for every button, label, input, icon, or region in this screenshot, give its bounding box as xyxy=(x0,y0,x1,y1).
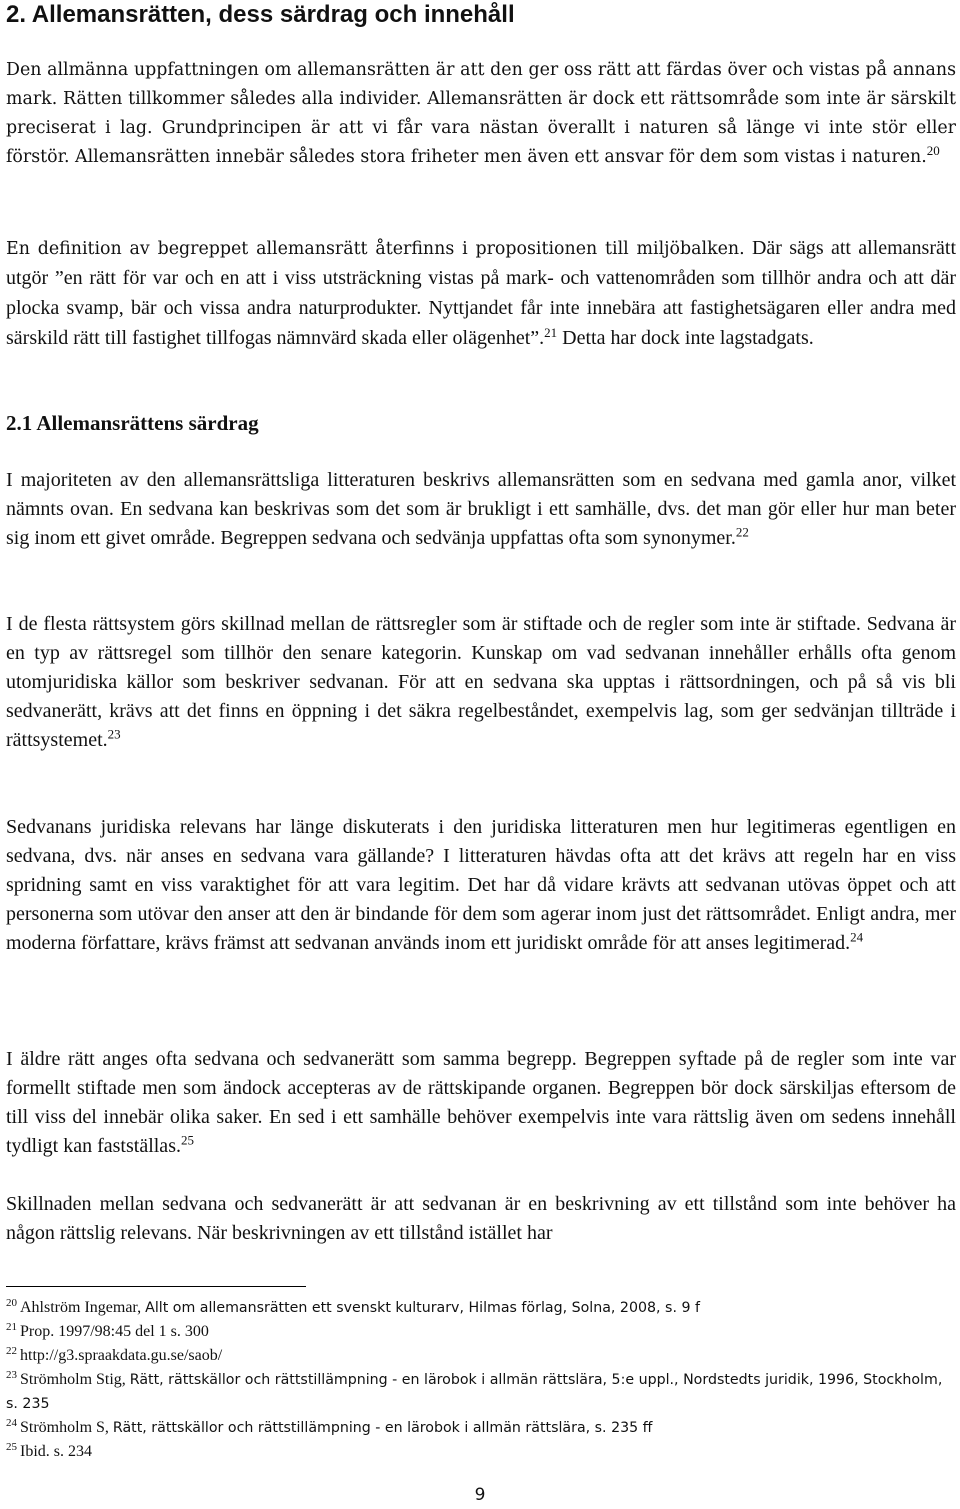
intro-paragraph xyxy=(6,56,956,172)
body-paragraph-text: Skillnaden mellan sedvana och sedvanerätt är att sedvanan är en beskrivning av ett tillstånd som inte behöver ha någon rättslig relevans. När beskrivningen av ett tillstånd istället har xyxy=(6,1193,956,1244)
footnote-author: Strömholm Stig, xyxy=(20,1371,130,1388)
footnote-divider xyxy=(6,1286,306,1287)
footnote-ref-22[interactable]: 22 xyxy=(735,524,749,540)
intro-text: Den allmänna uppfattningen om allemansrätten är att den ger oss rätt att färdas över och vistas på annans mark. Rätten tillkommer således alla individer. Allemansrätten är dock ett rättsområde som inte är särskilt preciserat i lag. Grundprincipen är att vi får vara nästan överallt i naturen så länge vi inte stör eller förstör. Allemansrätten innebär således stora friheter men även ett ansvar för dem som vistas i naturen. xyxy=(6,60,956,167)
definition-paragraph xyxy=(6,234,956,354)
footnote-ref-20[interactable]: 20 xyxy=(926,143,940,159)
footnote-source: Rätt, rättskällor och rättstillämpning - en lärobok i allmän rättslära, s. 235 ff xyxy=(112,1420,653,1436)
body-paragraph-text: I äldre rätt anges ofta sedvana och sedvanerätt som samma begrepp. Begreppen syftade på de regler som inte var formellt stiftade men som ändock accepteras av de rättskipande organen. Begreppen bör dock särskiljas eftersom de till viss del innebär olika saker. En sed i ett samhälle behöver exempelvis inte vara rättslig även om sedens innehåll tydligt kan fastställas. xyxy=(6,1048,956,1157)
body-paragraph-4 xyxy=(6,1045,956,1161)
footnote-ref-21[interactable]: 21 xyxy=(544,325,558,341)
page-number: 9 xyxy=(474,1485,486,1505)
footnote-source: Rätt, rättskällor och rättstillämpning - en lärobok i allmän rättslära, 5:e uppl., Nordstedts juridik, 1996, Stockholm, s. 235 xyxy=(6,1372,943,1412)
body-paragraph-1 xyxy=(6,466,956,553)
footnote-number: 22 xyxy=(6,1344,17,1357)
footnote-author: Strömholm S, xyxy=(20,1419,113,1436)
body-paragraph-text: I majoriteten av den allemansrättsliga litteraturen beskrivs allemansrätten som en sedvana med gamla anor, vilket nämnts ovan. En sedvana kan beskrivas som det som är brukligt i ett samhälle, dvs. det man gör eller hur man beter sig inom ett givet område. Begreppen sedvana och sedvänja uppfattas ofta som synonymer. xyxy=(6,469,956,549)
footnote-23 xyxy=(6,1368,956,1416)
footnote-number: 23 xyxy=(6,1368,17,1381)
footnote-22 xyxy=(6,1344,956,1368)
footnotes xyxy=(6,1296,956,1464)
subsection-heading: 2.1 Allemansrättens särdrag xyxy=(6,411,259,435)
definition-quote: Där sägs att allemansrätt utgör ”en rätt för var och en att i viss utsträckning vistas på mark- och vattenområden som tillhör andra och att där plocka svamp, bär och vissa andra naturprodukter. Nyttjandet får inte innebära att fastighetsägaren eller andra med särskild rätt till fastighet tillfogas nämnvärd skada eller olägenhet”. xyxy=(6,237,956,349)
section-heading: 2. Allemansrätten, dess särdrag och innehåll xyxy=(6,1,515,28)
footnote-number: 21 xyxy=(6,1320,17,1333)
footnote-author: Prop. 1997/98:45 del 1 s. 300 xyxy=(20,1323,209,1340)
definition-tail: Detta har dock inte lagstadgats. xyxy=(557,327,814,349)
body-paragraph-3 xyxy=(6,813,956,958)
body-paragraph-2 xyxy=(6,610,956,755)
footnote-link[interactable]: http://g3.spraakdata.gu.se/saob/ xyxy=(20,1347,223,1364)
footnote-20 xyxy=(6,1296,956,1320)
footnote-author: Ahlström Ingemar, xyxy=(20,1299,146,1316)
footnote-number: 20 xyxy=(6,1296,17,1309)
footnote-ref-23[interactable]: 23 xyxy=(107,726,121,742)
body-paragraph-5 xyxy=(6,1190,956,1248)
footnote-author: Ibid. s. 234 xyxy=(20,1443,92,1460)
definition-lead: En definition av begreppet allemansrätt återfinns i propositionen till miljöbalken. xyxy=(6,239,745,259)
body-paragraph-text: I de flesta rättsystem görs skillnad mellan de rättsregler som är stiftade och de regler som inte är stiftade. Sedvana är en typ av rättsregel som tillhör den senare kategorin. Kunskap om vad sedvanan innehåller erhålls ofta genom utomjuridiska källor som beskriver sedvanan. För att en sedvana ska upptas i rättsordningen, och på så vis bli sedvanerätt, krävs att det finns en öppning i det säkra regelbeståndet, exempelvis lag, som ger sedvänjan tillträde i rättsystemet. xyxy=(6,613,956,751)
footnote-24 xyxy=(6,1416,956,1440)
footnote-25 xyxy=(6,1440,956,1464)
footnote-source: Allt om allemansrätten ett svenskt kulturarv, Hilmas förlag, Solna, 2008, s. 9 f xyxy=(145,1300,701,1316)
body-paragraph-text: Sedvanans juridiska relevans har länge diskuterats i den juridiska litteraturen men hur legitimeras egentligen en sedvana, dvs. när anses en sedvana vara gällande? I litteraturen hävdas ofta att det krävs att regeln har en viss spridning samt en viss varaktighet för att vara legitim. Det har då vidare krävts att sedvanan utövas öppet och att personerna som utövar den anser att den är bindande för dem som agerar inom just det rättsområdet. Enligt andra, mer moderna författare, krävs främst att sedvanan används inom ett juridiskt område för att anses legitimerad. xyxy=(6,816,956,954)
footnote-ref-25[interactable]: 25 xyxy=(180,1132,194,1148)
footnote-number: 25 xyxy=(6,1440,17,1453)
footnote-number: 24 xyxy=(6,1416,17,1429)
footnote-21 xyxy=(6,1320,956,1344)
footnote-ref-24[interactable]: 24 xyxy=(850,929,864,945)
